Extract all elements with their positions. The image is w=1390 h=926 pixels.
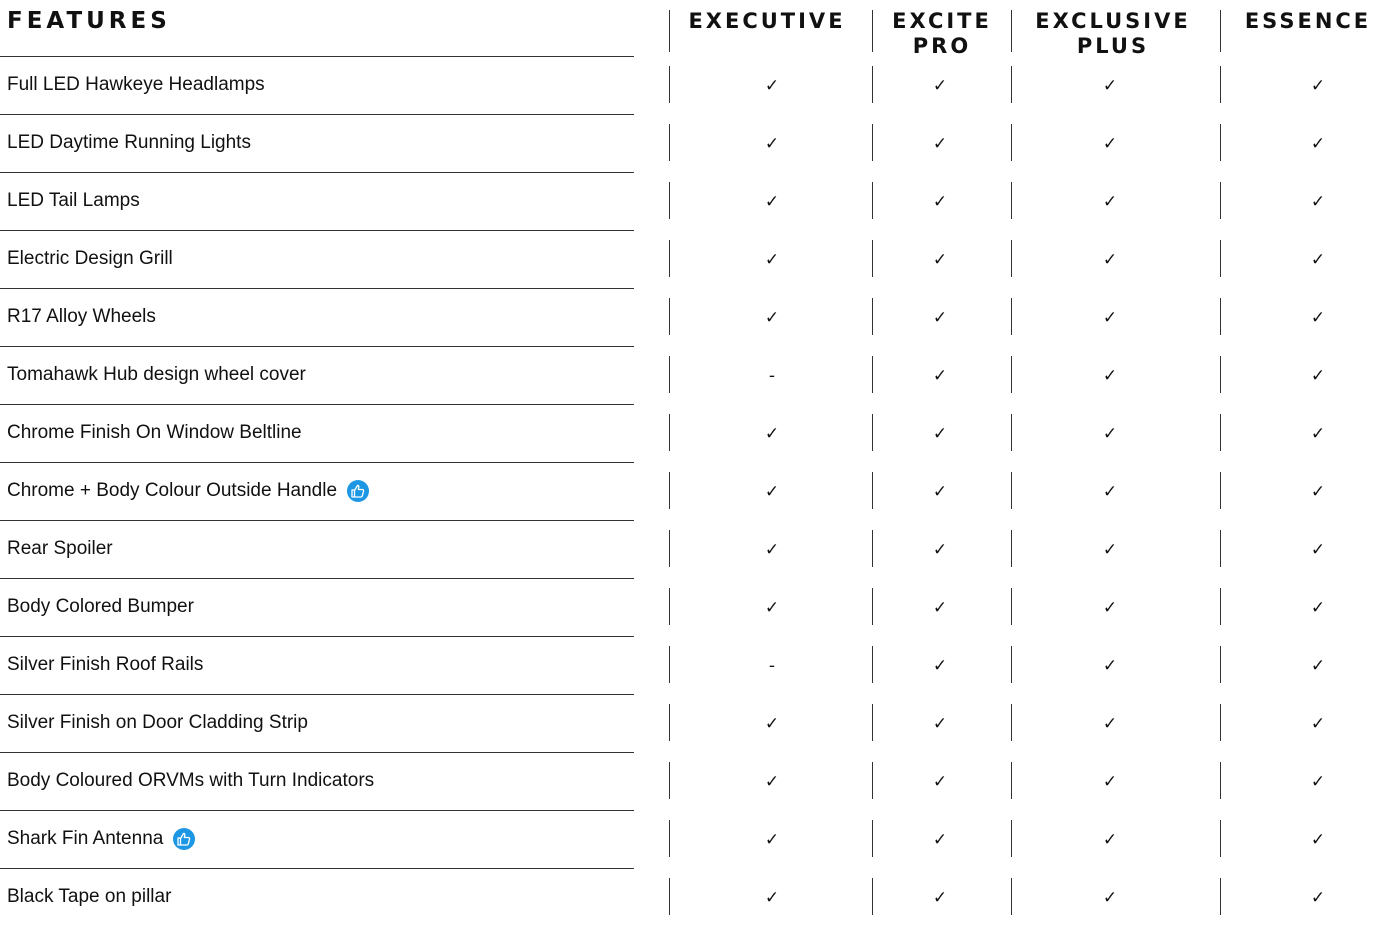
column-divider bbox=[1220, 182, 1221, 219]
feature-row-label bbox=[7, 404, 637, 462]
column-divider bbox=[669, 10, 670, 52]
checkmark-icon: ✓ bbox=[1310, 714, 1326, 734]
checkmark-icon: ✓ bbox=[1310, 656, 1326, 676]
variant-heading-line1: EXECUTIVE bbox=[688, 9, 846, 33]
column-divider bbox=[872, 414, 873, 451]
variant-heading-line2: PRO bbox=[912, 34, 972, 58]
checkmark-icon: ✓ bbox=[1102, 888, 1118, 908]
column-divider bbox=[669, 356, 670, 393]
checkmark-icon: ✓ bbox=[764, 598, 780, 618]
feature-row-label bbox=[7, 752, 637, 810]
checkmark-icon: ✓ bbox=[1310, 482, 1326, 502]
column-divider bbox=[669, 646, 670, 683]
feature-name: R17 Alloy Wheels bbox=[7, 306, 156, 327]
variant-heading bbox=[1013, 11, 1213, 57]
checkmark-icon: ✓ bbox=[764, 76, 780, 96]
checkmark-icon: ✓ bbox=[932, 250, 948, 270]
column-divider bbox=[1011, 704, 1012, 741]
column-divider bbox=[1011, 820, 1012, 857]
checkmark-icon: ✓ bbox=[1102, 424, 1118, 444]
checkmark-icon: ✓ bbox=[1310, 308, 1326, 328]
checkmark-icon: ✓ bbox=[1102, 482, 1118, 502]
feature-name: Silver Finish Roof Rails bbox=[7, 654, 204, 675]
column-divider bbox=[669, 298, 670, 335]
checkmark-icon: ✓ bbox=[1102, 714, 1118, 734]
feature-row-label bbox=[7, 462, 637, 520]
checkmark-icon: ✓ bbox=[1102, 250, 1118, 270]
column-divider bbox=[669, 588, 670, 625]
feature-row-label bbox=[7, 636, 637, 694]
column-divider bbox=[872, 762, 873, 799]
column-divider bbox=[872, 820, 873, 857]
checkmark-icon: ✓ bbox=[932, 598, 948, 618]
column-divider bbox=[1220, 298, 1221, 335]
column-divider bbox=[872, 356, 873, 393]
features-heading: FEATURES bbox=[7, 8, 171, 34]
feature-name: Electric Design Grill bbox=[7, 248, 173, 269]
column-divider bbox=[1011, 878, 1012, 915]
column-divider bbox=[872, 588, 873, 625]
checkmark-icon: ✓ bbox=[1310, 540, 1326, 560]
column-divider bbox=[872, 704, 873, 741]
checkmark-icon: ✓ bbox=[932, 656, 948, 676]
feature-name: Body Coloured ORVMs with Turn Indicators bbox=[7, 770, 375, 791]
column-divider bbox=[669, 530, 670, 567]
feature-row-label bbox=[7, 114, 637, 172]
checkmark-icon: ✓ bbox=[764, 830, 780, 850]
column-divider bbox=[1011, 414, 1012, 451]
column-divider bbox=[1220, 240, 1221, 277]
checkmark-icon: ✓ bbox=[764, 482, 780, 502]
checkmark-icon: ✓ bbox=[764, 714, 780, 734]
column-divider bbox=[1220, 66, 1221, 103]
column-divider bbox=[1011, 66, 1012, 103]
checkmark-icon: ✓ bbox=[1102, 76, 1118, 96]
column-divider bbox=[1011, 588, 1012, 625]
feature-name: Full LED Hawkeye Headlamps bbox=[7, 74, 265, 95]
column-divider bbox=[1220, 472, 1221, 509]
column-divider bbox=[1220, 588, 1221, 625]
column-divider bbox=[1220, 820, 1221, 857]
column-divider bbox=[872, 298, 873, 335]
feature-name: Shark Fin Antenna bbox=[7, 828, 164, 849]
feature-name: LED Tail Lamps bbox=[7, 190, 140, 211]
variant-heading-line2: PLUS bbox=[1076, 34, 1150, 58]
checkmark-icon: ✓ bbox=[932, 482, 948, 502]
column-divider bbox=[872, 530, 873, 567]
checkmark-icon: ✓ bbox=[1102, 308, 1118, 328]
checkmark-icon: ✓ bbox=[1102, 134, 1118, 154]
column-divider bbox=[1011, 646, 1012, 683]
column-divider bbox=[872, 472, 873, 509]
checkmark-icon: ✓ bbox=[1310, 76, 1326, 96]
feature-name: Silver Finish on Door Cladding Strip bbox=[7, 712, 308, 733]
column-divider bbox=[1011, 762, 1012, 799]
checkmark-icon: ✓ bbox=[764, 540, 780, 560]
column-divider bbox=[669, 414, 670, 451]
checkmark-icon: ✓ bbox=[764, 192, 780, 212]
checkmark-icon: ✓ bbox=[932, 540, 948, 560]
column-divider bbox=[669, 878, 670, 915]
checkmark-icon: ✓ bbox=[932, 830, 948, 850]
column-divider bbox=[669, 762, 670, 799]
column-divider bbox=[1011, 530, 1012, 567]
checkmark-icon: ✓ bbox=[764, 308, 780, 328]
checkmark-icon: ✓ bbox=[932, 424, 948, 444]
feature-row-label bbox=[7, 578, 637, 636]
checkmark-icon: ✓ bbox=[932, 714, 948, 734]
column-divider bbox=[669, 66, 670, 103]
checkmark-icon: ✓ bbox=[1310, 424, 1326, 444]
thumbs-up-icon bbox=[173, 828, 195, 850]
feature-name: Chrome + Body Colour Outside Handle bbox=[7, 480, 338, 501]
column-divider bbox=[1220, 878, 1221, 915]
column-divider bbox=[872, 124, 873, 161]
checkmark-icon: ✓ bbox=[764, 888, 780, 908]
variant-heading-line1: EXCLUSIVE bbox=[1035, 9, 1191, 33]
checkmark-icon: ✓ bbox=[1102, 366, 1118, 386]
checkmark-icon: ✓ bbox=[1310, 598, 1326, 618]
checkmark-icon: ✓ bbox=[932, 308, 948, 328]
column-divider bbox=[1220, 646, 1221, 683]
checkmark-icon: ✓ bbox=[1102, 772, 1118, 792]
column-divider bbox=[669, 182, 670, 219]
column-divider bbox=[1220, 124, 1221, 161]
column-divider bbox=[872, 182, 873, 219]
feature-name: Tomahawk Hub design wheel cover bbox=[7, 364, 306, 385]
column-divider bbox=[669, 820, 670, 857]
checkmark-icon: ✓ bbox=[932, 888, 948, 908]
column-divider bbox=[669, 704, 670, 741]
column-divider bbox=[1011, 298, 1012, 335]
variant-heading bbox=[667, 11, 867, 36]
checkmark-icon: ✓ bbox=[1102, 598, 1118, 618]
checkmark-icon: ✓ bbox=[1310, 830, 1326, 850]
checkmark-icon: ✓ bbox=[1102, 830, 1118, 850]
checkmark-icon: ✓ bbox=[1310, 192, 1326, 212]
column-divider bbox=[1011, 240, 1012, 277]
not-available-mark: - bbox=[768, 656, 776, 676]
column-divider bbox=[872, 10, 873, 52]
column-divider bbox=[1011, 472, 1012, 509]
feature-row-label bbox=[7, 810, 637, 868]
column-divider bbox=[1011, 10, 1012, 52]
feature-name: Chrome Finish On Window Beltline bbox=[7, 422, 302, 443]
checkmark-icon: ✓ bbox=[764, 250, 780, 270]
feature-row-label bbox=[7, 346, 637, 404]
column-divider bbox=[669, 240, 670, 277]
checkmark-icon: ✓ bbox=[932, 772, 948, 792]
checkmark-icon: ✓ bbox=[1310, 888, 1326, 908]
feature-row-label bbox=[7, 868, 637, 926]
column-divider bbox=[1011, 182, 1012, 219]
checkmark-icon: ✓ bbox=[764, 134, 780, 154]
checkmark-icon: ✓ bbox=[1310, 134, 1326, 154]
checkmark-icon: ✓ bbox=[1310, 772, 1326, 792]
variant-heading-line1: ESSENCE bbox=[1244, 9, 1372, 33]
column-divider bbox=[1220, 762, 1221, 799]
column-divider bbox=[1220, 356, 1221, 393]
checkmark-icon: ✓ bbox=[1102, 540, 1118, 560]
column-divider bbox=[669, 472, 670, 509]
checkmark-icon: ✓ bbox=[764, 424, 780, 444]
column-divider bbox=[872, 66, 873, 103]
checkmark-icon: ✓ bbox=[764, 772, 780, 792]
column-divider bbox=[1011, 124, 1012, 161]
feature-name: Body Colored Bumper bbox=[7, 596, 194, 617]
checkmark-icon: ✓ bbox=[932, 76, 948, 96]
feature-row-label bbox=[7, 172, 637, 230]
variant-heading-line1: EXCITE bbox=[892, 9, 992, 33]
feature-row-label bbox=[7, 694, 637, 752]
column-divider bbox=[872, 240, 873, 277]
feature-row-label bbox=[7, 520, 637, 578]
column-divider bbox=[1220, 704, 1221, 741]
checkmark-icon: ✓ bbox=[1310, 366, 1326, 386]
checkmark-icon: ✓ bbox=[1102, 656, 1118, 676]
column-divider bbox=[1220, 530, 1221, 567]
feature-row-label bbox=[7, 56, 637, 114]
not-available-mark: - bbox=[768, 366, 776, 386]
feature-row-label bbox=[7, 288, 637, 346]
column-divider bbox=[669, 124, 670, 161]
checkmark-icon: ✓ bbox=[932, 192, 948, 212]
feature-name: Rear Spoiler bbox=[7, 538, 113, 559]
checkmark-icon: ✓ bbox=[932, 366, 948, 386]
feature-name: LED Daytime Running Lights bbox=[7, 132, 251, 153]
thumbs-up-icon bbox=[347, 480, 369, 502]
feature-row-label bbox=[7, 230, 637, 288]
checkmark-icon: ✓ bbox=[1102, 192, 1118, 212]
variant-heading bbox=[1208, 11, 1390, 36]
feature-name: Black Tape on pillar bbox=[7, 886, 172, 907]
column-divider bbox=[872, 646, 873, 683]
column-divider bbox=[1011, 356, 1012, 393]
checkmark-icon: ✓ bbox=[1310, 250, 1326, 270]
column-divider bbox=[1220, 414, 1221, 451]
column-divider bbox=[872, 878, 873, 915]
checkmark-icon: ✓ bbox=[932, 134, 948, 154]
column-divider bbox=[1220, 10, 1221, 52]
